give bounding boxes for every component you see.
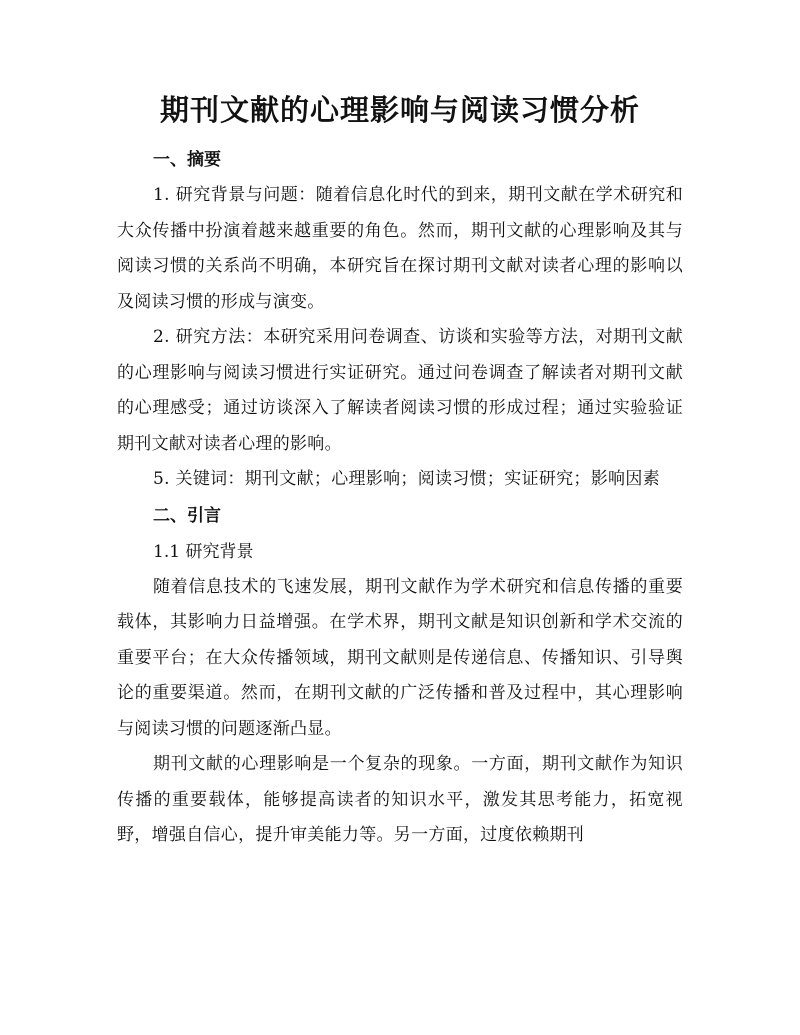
abstract-paragraph-methods: 2. 研究方法：本研究采用问卷调查、访谈和实验等方法，对期刊文献的心理影响与阅读习惯进行实证研究。通过问卷调查了解读者对期刊文献的心理感受；通过访谈深入了解读者阅读习惯的形成过程；通过实验验证期刊文献对读者心理的影响。 [117, 327, 683, 454]
document-title: 期刊文献的心理影响与阅读习惯分析 [159, 93, 640, 127]
document-page [117, 90, 683, 854]
subsection-heading-background: 1.1 研究背景 [153, 541, 254, 562]
abstract-paragraph-background: 1. 研究背景与问题：随着信息化时代的到来，期刊文献在学术研究和大众传播中扮演着越来越重要的角色。然而，期刊文献的心理影响及其与阅读习惯的关系尚不明确，本研究旨在探讨期刊文献对读者心理的影响以及阅读习惯的形成与演变。 [117, 185, 683, 312]
intro-paragraph-1: 随着信息技术的飞速发展，期刊文献作为学术研究和信息传播的重要载体，其影响力日益增强。在学术界，期刊文献是知识创新和学术交流的重要平台；在大众传播领域，期刊文献则是传递信息、传播知识、引导舆论的重要渠道。然而，在期刊文献的广泛传播和普及过程中，其心理影响与阅读习惯的问题逐渐凸显。 [117, 576, 683, 739]
abstract-paragraph-keywords: 5. 关键词：期刊文献；心理影响；阅读习惯；实证研究；影响因素 [153, 469, 660, 489]
section-heading-introduction: 二、引言 [153, 505, 221, 526]
section-heading-abstract: 一、摘要 [153, 150, 221, 170]
intro-paragraph-2: 期刊文献的心理影响是一个复杂的现象。一方面，期刊文献作为知识传播的重要载体，能够提高读者的知识水平，激发其思考能力，拓宽视野，增强自信心，提升审美能力等。另一方面，过度依赖期刊 [117, 754, 683, 845]
